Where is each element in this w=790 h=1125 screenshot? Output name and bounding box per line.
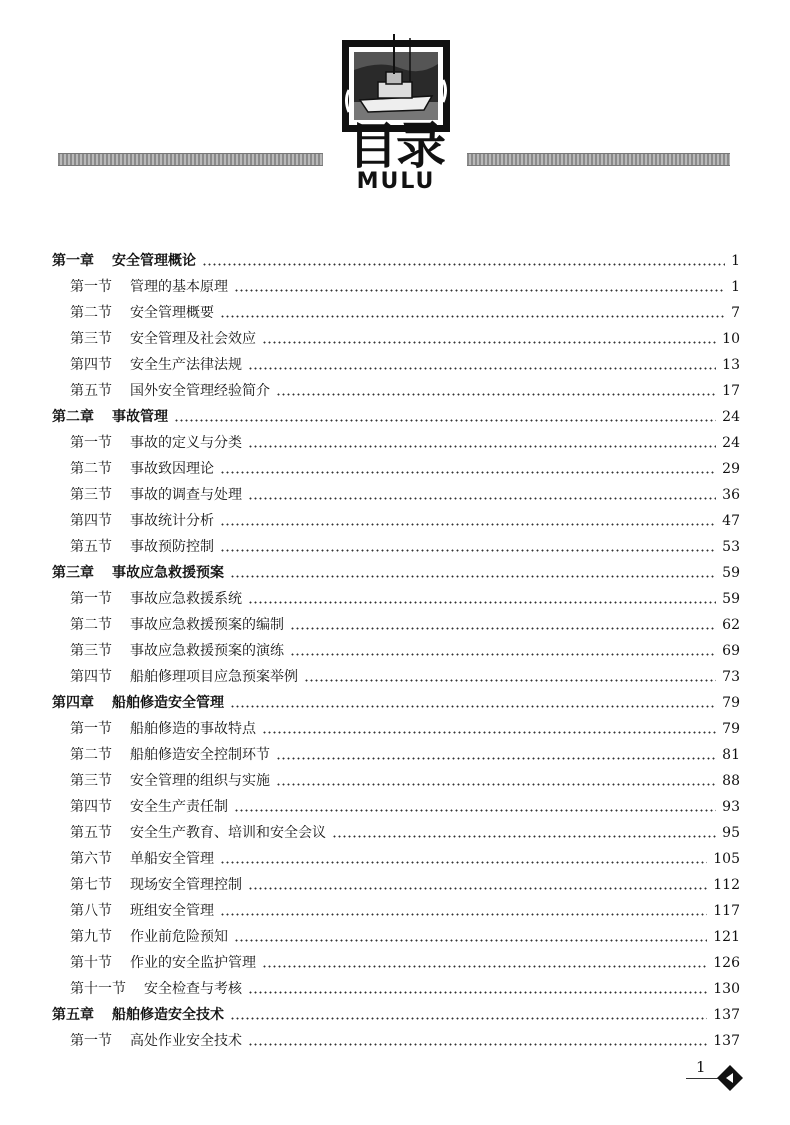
toc-chapter-row[interactable] xyxy=(52,248,740,274)
toc-entry-title: 事故致因理论 xyxy=(130,461,214,477)
toc-section-row[interactable] xyxy=(70,924,740,950)
toc-leader-dots xyxy=(262,341,716,344)
toc-leader-dots xyxy=(276,393,716,396)
toc-entry-label: 第三节 xyxy=(70,643,112,659)
toc-entry-page: 126 xyxy=(713,955,740,971)
toc-leader-dots xyxy=(174,419,716,422)
toc-entry-page: 105 xyxy=(713,851,740,867)
toc-leader-dots xyxy=(248,601,716,604)
toc-section-row[interactable] xyxy=(70,456,740,482)
toc-entry-page: 29 xyxy=(722,461,740,477)
toc-entry-label: 第二节 xyxy=(70,305,112,321)
toc-leader-dots xyxy=(220,471,716,474)
toc-section-row[interactable] xyxy=(70,950,740,976)
toc-section-row[interactable] xyxy=(70,794,740,820)
toc-entry-title: 国外安全管理经验简介 xyxy=(130,383,270,399)
toc-entry-label: 第四节 xyxy=(70,669,112,685)
toc-chapter-row[interactable] xyxy=(52,404,740,430)
toc-leader-dots xyxy=(290,653,716,656)
toc-entry-page: 17 xyxy=(722,383,740,399)
toc-entry-label: 第二节 xyxy=(70,617,112,633)
toc-leader-dots xyxy=(230,575,716,578)
toc-entry-title: 安全管理概要 xyxy=(130,305,214,321)
toc-entry-page: 130 xyxy=(713,981,740,997)
toc-entry-title: 事故预防控制 xyxy=(130,539,214,555)
toc-entry-page: 53 xyxy=(722,539,740,555)
toc-section-row[interactable] xyxy=(70,430,740,456)
toc-entry-page: 88 xyxy=(722,773,740,789)
toc-entry-label: 第八节 xyxy=(70,903,112,919)
toc-entry-label: 第三节 xyxy=(70,773,112,789)
toc-entry-label: 第四节 xyxy=(70,357,112,373)
toc-title-pinyin: MULU xyxy=(356,169,436,194)
toc-leader-dots xyxy=(234,809,716,812)
toc-entry-title: 船舶修造安全技术 xyxy=(112,1007,224,1023)
header-rule-right xyxy=(467,153,730,166)
toc-entry-label: 第一节 xyxy=(70,435,112,451)
toc-section-row[interactable] xyxy=(70,352,740,378)
toc-entry-label: 第四章 xyxy=(52,695,94,711)
toc-entry-title: 安全管理的组织与实施 xyxy=(130,773,270,789)
toc-entry-page: 137 xyxy=(713,1033,740,1049)
toc-leader-dots xyxy=(220,913,707,916)
toc-entry-page: 36 xyxy=(722,487,740,503)
toc-entry-title: 安全管理概论 xyxy=(112,253,196,269)
toc-chapter-row[interactable] xyxy=(52,1002,740,1028)
toc-leader-dots xyxy=(220,549,716,552)
toc-entry-label: 第十一节 xyxy=(70,981,126,997)
toc-leader-dots xyxy=(248,887,707,890)
toc-entry-page: 47 xyxy=(722,513,740,529)
toc-entry-title: 作业前危险预知 xyxy=(130,929,228,945)
toc-entry-title: 事故应急救援预案的演练 xyxy=(130,643,284,659)
toc-leader-dots xyxy=(290,627,716,630)
toc-entry-page: 24 xyxy=(722,409,740,425)
toc-entry-label: 第六节 xyxy=(70,851,112,867)
toc-section-row[interactable] xyxy=(70,638,740,664)
toc-entry-page: 59 xyxy=(722,565,740,581)
toc-chapter-row[interactable] xyxy=(52,690,740,716)
toc-section-row[interactable] xyxy=(70,482,740,508)
toc-section-row[interactable] xyxy=(70,872,740,898)
toc-section-row[interactable] xyxy=(70,846,740,872)
toc-leader-dots xyxy=(230,705,716,708)
toc-leader-dots xyxy=(220,523,716,526)
toc-section-row[interactable] xyxy=(70,378,740,404)
toc-entry-label: 第一节 xyxy=(70,721,112,737)
toc-leader-dots xyxy=(220,861,707,864)
toc-entry-label: 第四节 xyxy=(70,513,112,529)
toc-entry-page: 121 xyxy=(713,929,740,945)
page-number: 1 xyxy=(696,1058,706,1076)
toc-entry-title: 事故应急救援系统 xyxy=(130,591,242,607)
toc-entry-label: 第三章 xyxy=(52,565,94,581)
toc-leader-dots xyxy=(248,497,716,500)
toc-entry-label: 第五章 xyxy=(52,1007,94,1023)
toc-leader-dots xyxy=(234,289,725,292)
toc-entry-label: 第二节 xyxy=(70,461,112,477)
diamond-arrow-icon xyxy=(716,1064,744,1092)
toc-section-row[interactable] xyxy=(70,976,740,1002)
toc-entry-page: 117 xyxy=(713,903,740,919)
toc-section-row[interactable] xyxy=(70,898,740,924)
toc-title: 目录 xyxy=(348,117,444,175)
toc-entry-label: 第五节 xyxy=(70,825,112,841)
toc-entry-label: 第九节 xyxy=(70,929,112,945)
toc-entry-title: 班组安全管理 xyxy=(130,903,214,919)
toc-entry-page: 10 xyxy=(722,331,740,347)
toc-entry-label: 第五节 xyxy=(70,383,112,399)
toc-entry-page: 95 xyxy=(722,825,740,841)
toc-entry-title: 事故管理 xyxy=(112,409,168,425)
toc-entry-label: 第五节 xyxy=(70,539,112,555)
toc-entry-title: 安全管理及社会效应 xyxy=(130,331,256,347)
toc-section-row[interactable] xyxy=(70,612,740,638)
toc-entry-title: 管理的基本原理 xyxy=(130,279,228,295)
toc-entry-page: 79 xyxy=(722,695,740,711)
toc-section-row[interactable] xyxy=(70,742,740,768)
toc-entry-title: 船舶修理项目应急预案举例 xyxy=(130,669,298,685)
toc-entry-label: 第三节 xyxy=(70,331,112,347)
toc-entry-page: 7 xyxy=(731,305,740,321)
toc-section-row[interactable] xyxy=(70,274,740,300)
toc-section-row[interactable] xyxy=(70,586,740,612)
toc-section-row[interactable] xyxy=(70,534,740,560)
toc-entry-title: 船舶修造安全管理 xyxy=(112,695,224,711)
toc-leader-dots xyxy=(248,991,707,994)
toc-leader-dots xyxy=(202,263,725,266)
toc-section-row[interactable] xyxy=(70,300,740,326)
page-header xyxy=(0,0,790,200)
toc-entry-label: 第二节 xyxy=(70,747,112,763)
toc-section-row[interactable] xyxy=(70,326,740,352)
toc-entry-page: 59 xyxy=(722,591,740,607)
toc-entry-label: 第二章 xyxy=(52,409,94,425)
toc-entry-page: 81 xyxy=(722,747,740,763)
toc-leader-dots xyxy=(276,757,716,760)
toc-entry-page: 62 xyxy=(722,617,740,633)
toc-entry-label: 第一节 xyxy=(70,279,112,295)
toc-leader-dots xyxy=(332,835,716,838)
toc-entry-page: 137 xyxy=(713,1007,740,1023)
toc-leader-dots xyxy=(276,783,716,786)
toc-entry-title: 高处作业安全技术 xyxy=(130,1033,242,1049)
toc-entry-title: 船舶修造的事故特点 xyxy=(130,721,256,737)
toc-leader-dots xyxy=(248,1043,707,1046)
toc-entry-page: 1 xyxy=(731,279,740,295)
toc-leader-dots xyxy=(304,679,716,682)
toc-entry-title: 安全生产教育、培训和安全会议 xyxy=(130,825,326,841)
toc-section-row[interactable] xyxy=(70,768,740,794)
toc-entry-title: 事故统计分析 xyxy=(130,513,214,529)
toc-section-row[interactable] xyxy=(70,508,740,534)
toc-entry-page: 112 xyxy=(713,877,740,893)
toc-leader-dots xyxy=(230,1017,707,1020)
toc-entry-label: 第一章 xyxy=(52,253,94,269)
toc-entry-title: 船舶修造安全控制环节 xyxy=(130,747,270,763)
toc-entry-title: 安全检查与考核 xyxy=(144,981,242,997)
toc-entry-label: 第十节 xyxy=(70,955,112,971)
toc-entry-label: 第三节 xyxy=(70,487,112,503)
toc-entry-label: 第一节 xyxy=(70,1033,112,1049)
header-rule-left xyxy=(58,153,323,166)
toc-entry-title: 安全生产法律法规 xyxy=(130,357,242,373)
toc-entry-page: 79 xyxy=(722,721,740,737)
toc-entry-title: 事故的定义与分类 xyxy=(130,435,242,451)
toc-entry-title: 事故应急救援预案的编制 xyxy=(130,617,284,633)
toc-entry-title: 事故的调查与处理 xyxy=(130,487,242,503)
toc-entry-title: 单船安全管理 xyxy=(130,851,214,867)
toc-section-row[interactable] xyxy=(70,820,740,846)
toc-leader-dots xyxy=(234,939,707,942)
toc-section-row[interactable] xyxy=(70,716,740,742)
toc-entry-page: 93 xyxy=(722,799,740,815)
toc-entry-title: 事故应急救援预案 xyxy=(112,565,224,581)
toc-leader-dots xyxy=(262,965,707,968)
toc-entry-label: 第四节 xyxy=(70,799,112,815)
toc-leader-dots xyxy=(262,731,716,734)
toc-entry-label: 第一节 xyxy=(70,591,112,607)
toc-entry-title: 作业的安全监护管理 xyxy=(130,955,256,971)
toc-entry-page: 73 xyxy=(722,669,740,685)
toc-leader-dots xyxy=(248,445,716,448)
toc-entry-page: 69 xyxy=(722,643,740,659)
toc-section-row[interactable] xyxy=(70,664,740,690)
toc-entry-page: 13 xyxy=(722,357,740,373)
toc-chapter-row[interactable] xyxy=(52,560,740,586)
toc-leader-dots xyxy=(220,315,725,318)
toc-leader-dots xyxy=(248,367,716,370)
toc-entry-page: 24 xyxy=(722,435,740,451)
toc-entry-label: 第七节 xyxy=(70,877,112,893)
toc-entry-title: 安全生产责任制 xyxy=(130,799,228,815)
toc-entry-title: 现场安全管理控制 xyxy=(130,877,242,893)
toc-entry-page: 1 xyxy=(731,253,740,269)
toc-section-row[interactable] xyxy=(70,1028,740,1054)
